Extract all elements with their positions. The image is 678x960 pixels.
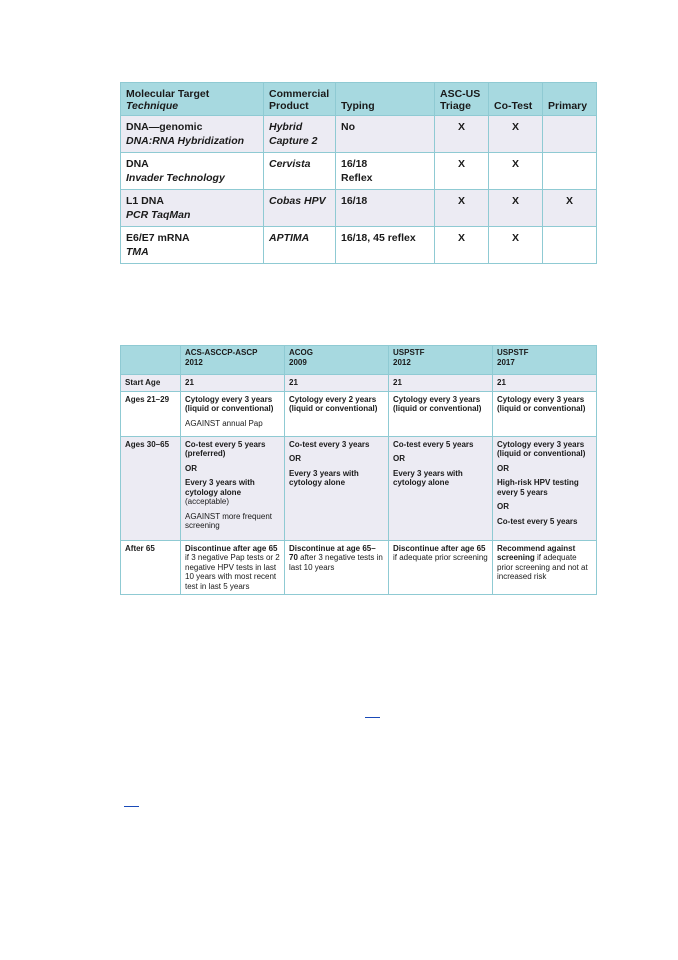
header-line: ACOG bbox=[289, 348, 313, 357]
header-line: 2012 bbox=[393, 357, 411, 367]
recommendation-rest: if adequate prior screening bbox=[393, 553, 488, 562]
cell-target bbox=[121, 190, 264, 227]
recommendation-rest: after 3 negative tests in last 10 years bbox=[289, 553, 383, 572]
table-header-row bbox=[121, 346, 597, 375]
cell-value bbox=[285, 391, 389, 436]
cell-product: Hybrid Capture 2 bbox=[264, 116, 336, 153]
recommendation-rest: if 3 negative Pap tests or 2 negative HPV tests in last 10 years with most recent test in last 5 years bbox=[185, 553, 280, 591]
recommendation-text: Cytology every 3 years (liquid or conventional) bbox=[185, 394, 274, 413]
cell-cotest: X bbox=[489, 153, 543, 190]
header-line: ASC-US bbox=[440, 88, 481, 100]
recommendation-text bbox=[185, 478, 280, 507]
cell-target bbox=[121, 227, 264, 264]
cell-value: 21 bbox=[389, 375, 493, 392]
recommendation-text: Co-test every 5 years (preferred) bbox=[185, 439, 266, 458]
table-row bbox=[121, 540, 597, 595]
screening-guidelines-table bbox=[120, 345, 597, 595]
cell-value bbox=[389, 436, 493, 540]
header-line: Molecular Target bbox=[126, 88, 210, 100]
cell-target bbox=[121, 153, 264, 190]
hpv-test-table bbox=[120, 82, 597, 264]
header-line: Co-Test bbox=[494, 100, 533, 112]
target-text: E6/E7 mRNA bbox=[126, 232, 190, 244]
table-row bbox=[121, 391, 597, 436]
row-label: Start Age bbox=[121, 375, 181, 392]
technique-text: TMA bbox=[126, 246, 149, 258]
header-line: 2012 bbox=[185, 357, 203, 367]
recommendation-bold: Discontinue after age 65 bbox=[393, 543, 486, 553]
cell-triage: X bbox=[435, 227, 489, 264]
table-header-row bbox=[121, 83, 597, 116]
cell-typing bbox=[336, 116, 435, 153]
cell-value: 21 bbox=[181, 375, 285, 392]
row-label: Ages 30–65 bbox=[121, 436, 181, 540]
header-molecular-target bbox=[121, 83, 264, 116]
recommendation-text: Every 3 years with cytology alone bbox=[393, 468, 463, 487]
header-line: 2017 bbox=[497, 357, 515, 367]
header-typing bbox=[336, 83, 435, 116]
table-row bbox=[121, 153, 597, 190]
recommendation-text: High-risk HPV testing every 5 years bbox=[497, 478, 579, 497]
cell-cotest: X bbox=[489, 190, 543, 227]
or-text: OR bbox=[185, 463, 197, 473]
or-text: OR bbox=[393, 454, 405, 463]
cell-value: 21 bbox=[493, 375, 597, 392]
cell-value bbox=[181, 436, 285, 540]
row-label: Ages 21–29 bbox=[121, 391, 181, 436]
recommendation-text: Co-test every 5 years bbox=[497, 516, 578, 526]
technique-text: PCR TaqMan bbox=[126, 209, 191, 221]
table-row bbox=[121, 116, 597, 153]
header-line: USPSTF bbox=[497, 348, 529, 357]
typing-text: No bbox=[341, 121, 355, 133]
recommendation-text: Cytology every 3 years (liquid or conventional) bbox=[393, 394, 482, 413]
header-line: Commercial bbox=[269, 88, 330, 100]
recommendation-text: Co-test every 3 years bbox=[289, 439, 370, 449]
row-label: After 65 bbox=[121, 540, 181, 595]
header-line: ACS-ASCCP-ASCP bbox=[185, 348, 258, 357]
header-acs bbox=[181, 346, 285, 375]
recommendation-text: Cytology every 2 years (liquid or conventional) bbox=[289, 394, 378, 413]
table-row bbox=[121, 190, 597, 227]
table-row bbox=[121, 227, 597, 264]
cell-cotest: X bbox=[489, 116, 543, 153]
cell-cotest: X bbox=[489, 227, 543, 264]
header-acog bbox=[285, 346, 389, 375]
cell-value bbox=[181, 540, 285, 595]
cell-primary bbox=[543, 116, 597, 153]
cell-triage: X bbox=[435, 153, 489, 190]
technique-text: Invader Technology bbox=[126, 172, 225, 184]
or-text: OR bbox=[497, 463, 509, 473]
cell-product: APTIMA bbox=[264, 227, 336, 264]
typing-text: 16/18, 45 reflex bbox=[341, 232, 416, 244]
cell-typing bbox=[336, 153, 435, 190]
cell-primary: X bbox=[543, 190, 597, 227]
cell-value: 21 bbox=[285, 375, 389, 392]
header-line: 2009 bbox=[289, 357, 307, 367]
target-text: L1 DNA bbox=[126, 195, 164, 207]
cell-value bbox=[493, 391, 597, 436]
typing-text: Reflex bbox=[341, 172, 373, 184]
recommendation-bold: Discontinue after age 65 bbox=[185, 543, 278, 553]
recommendation-note: (acceptable) bbox=[185, 497, 230, 506]
header-line: Technique bbox=[126, 100, 179, 112]
recommendation-bold: Discontinue at age 65–70 bbox=[289, 543, 376, 562]
cell-product: Cervista bbox=[264, 153, 336, 190]
typing-text: 16/18 bbox=[341, 195, 368, 207]
typing-text: 16/18 bbox=[341, 158, 368, 170]
or-text: OR bbox=[289, 454, 301, 463]
cell-value bbox=[493, 436, 597, 540]
header-line: Primary bbox=[548, 100, 588, 112]
recommendation-rest: if adequate prior screening and not at increased risk bbox=[497, 553, 588, 581]
cell-value bbox=[389, 540, 493, 595]
target-text: DNA—genomic bbox=[126, 121, 203, 133]
cell-value bbox=[181, 391, 285, 436]
header-uspstf-2012 bbox=[389, 346, 493, 375]
cell-typing bbox=[336, 227, 435, 264]
header-ascus-triage bbox=[435, 83, 489, 116]
header-line: Typing bbox=[341, 100, 375, 112]
recommendation-text: Cytology every 3 years (liquid or conventional) bbox=[497, 394, 586, 413]
header-primary bbox=[543, 83, 597, 116]
header-line: Product bbox=[269, 100, 309, 112]
cell-product: Cobas HPV bbox=[264, 190, 336, 227]
table-row bbox=[121, 436, 597, 540]
cell-value bbox=[285, 436, 389, 540]
cell-triage: X bbox=[435, 116, 489, 153]
cell-primary bbox=[543, 227, 597, 264]
header-empty bbox=[121, 346, 181, 375]
cell-value bbox=[389, 391, 493, 436]
header-line: Triage bbox=[440, 100, 471, 112]
reference-link[interactable] bbox=[365, 717, 380, 718]
table-row bbox=[121, 375, 597, 392]
cell-value bbox=[285, 540, 389, 595]
or-text: OR bbox=[497, 502, 509, 511]
cell-primary bbox=[543, 153, 597, 190]
cell-target bbox=[121, 116, 264, 153]
header-commercial-product bbox=[264, 83, 336, 116]
recommendation-text: Every 3 years with cytology alone bbox=[289, 468, 359, 487]
header-co-test bbox=[489, 83, 543, 116]
recommendation-text: Co-test every 5 years bbox=[393, 439, 474, 449]
technique-text: DNA:RNA Hybridization bbox=[126, 135, 245, 147]
cell-triage: X bbox=[435, 190, 489, 227]
header-uspstf-2017 bbox=[493, 346, 597, 375]
target-text: DNA bbox=[126, 158, 149, 170]
recommendation-bold: Recommend against screening bbox=[497, 543, 576, 562]
note-text: AGAINST more frequent screening bbox=[185, 511, 272, 530]
cell-typing bbox=[336, 190, 435, 227]
recommendation-bold: Every 3 years with cytology alone bbox=[185, 478, 255, 497]
header-line: USPSTF bbox=[393, 348, 425, 357]
reference-link[interactable] bbox=[124, 806, 139, 807]
note-text: AGAINST annual Pap bbox=[185, 418, 263, 428]
recommendation-text: Cytology every 3 years (liquid or conventional) bbox=[497, 439, 586, 458]
cell-value bbox=[493, 540, 597, 595]
